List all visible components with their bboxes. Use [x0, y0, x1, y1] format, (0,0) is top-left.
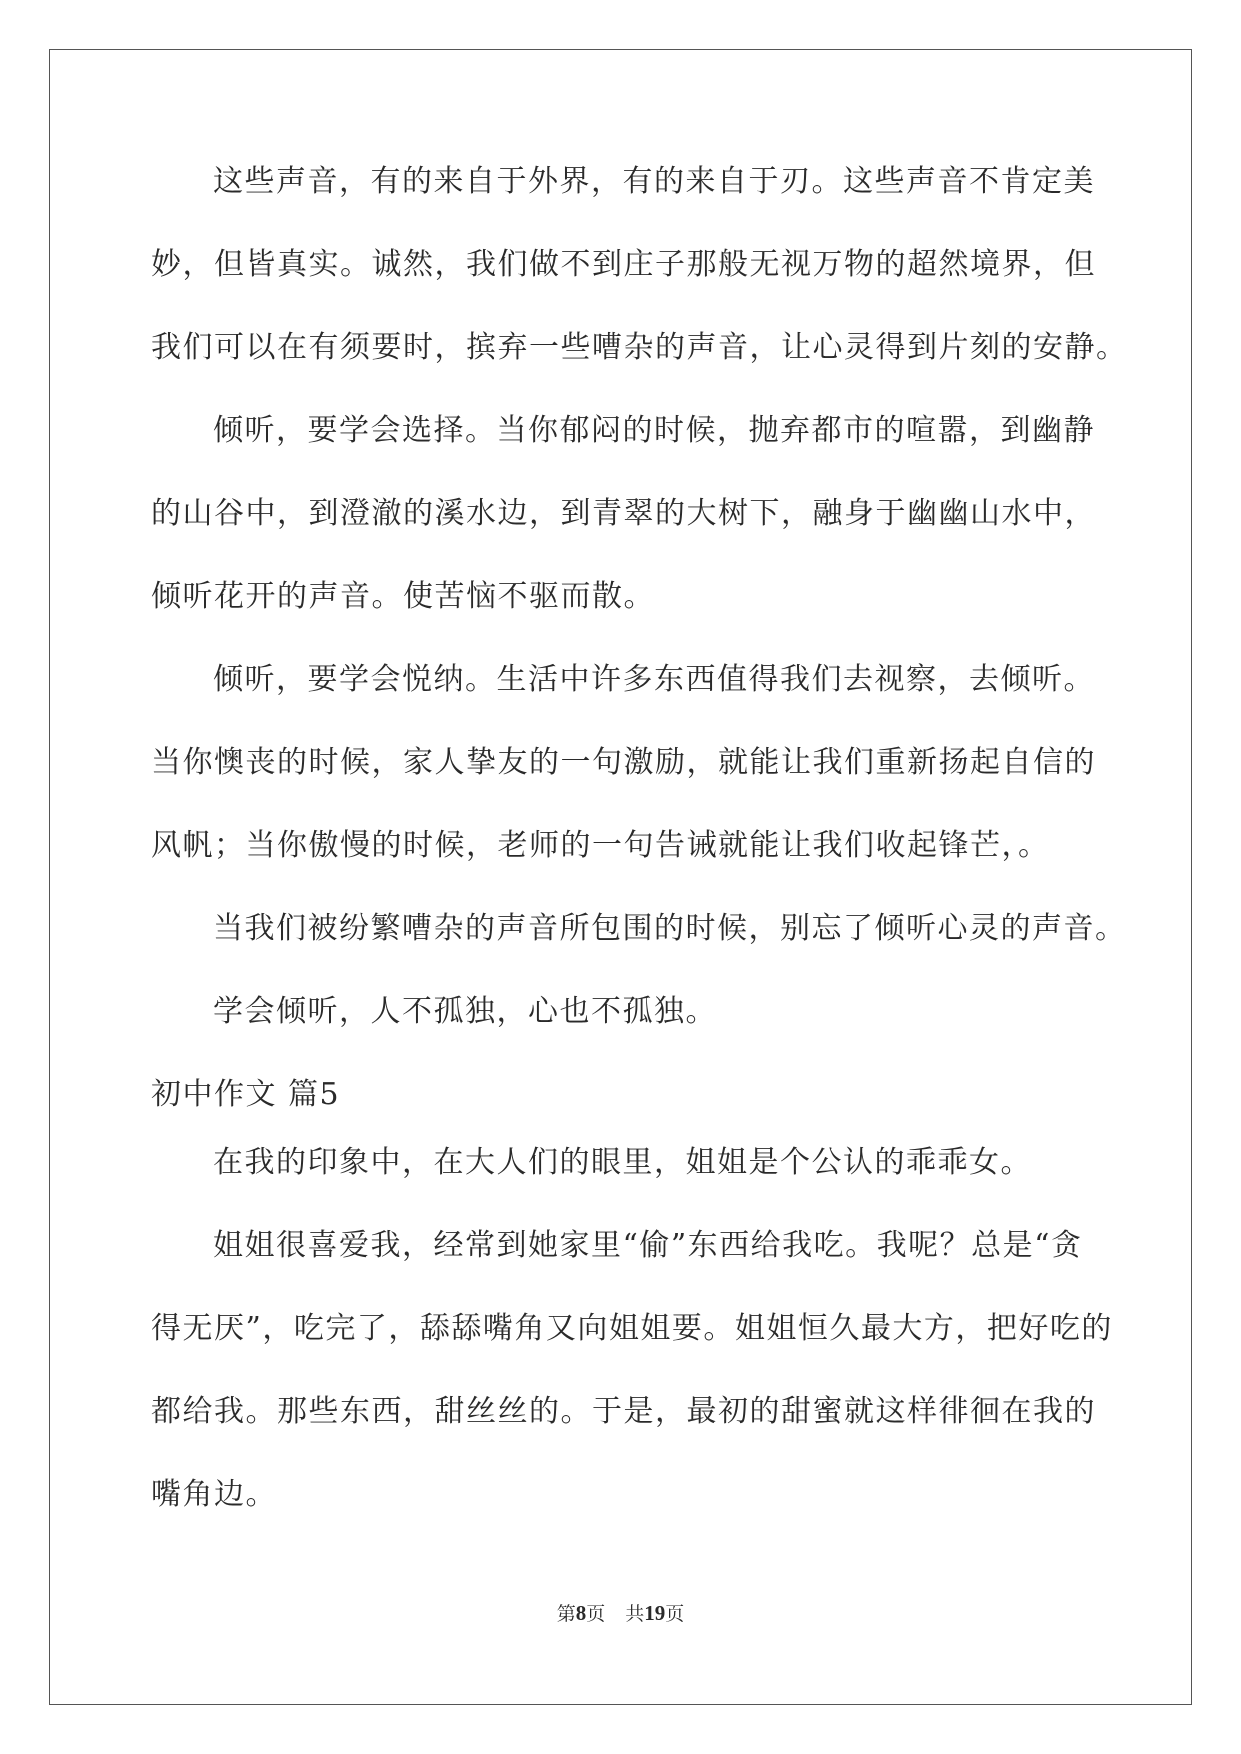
paragraph-line: 当你懊丧的时候，家人挚友的一句激励，就能让我们重新扬起自信的: [151, 745, 1096, 780]
paragraph-line: 得无厌”，吃完了，舔舔嘴角又向姐姐要。姐姐恒久最大方，把好吃的: [151, 1311, 1113, 1346]
paragraph-line: 倾听，要学会选择。当你郁闷的时候，抛弃都市的喧嚣，到幽静: [213, 413, 1095, 448]
paragraph-line: 妙，但皆真实。诚然，我们做不到庄子那般无视万物的超然境界，但: [151, 247, 1096, 282]
paragraph-line: 我们可以在有须要时，摈弃一些嘈杂的声音，让心灵得到片刻的安静。: [151, 330, 1128, 365]
total-pages: 19: [644, 1601, 666, 1625]
page-prefix: 第: [556, 1603, 576, 1625]
total-suffix: 页: [665, 1603, 685, 1625]
page-suffix: 页: [586, 1603, 606, 1625]
page-number: 8: [575, 1601, 587, 1625]
paragraph-line: 倾听，要学会悦纳。生活中许多东西值得我们去视察，去倾听。: [213, 662, 1095, 697]
paragraph-line: 嘴角边。: [151, 1477, 277, 1512]
paragraph-line: 当我们被纷繁嘈杂的声音所包围的时候，别忘了倾听心灵的声音。: [213, 911, 1127, 946]
paragraph-line: 风帆；当你傲慢的时候，老师的一句告诫就能让我们收起锋芒，。: [151, 828, 1050, 863]
paragraph-line: 学会倾听，人不孤独，心也不孤独。: [213, 994, 717, 1029]
section-heading: 初中作文 篇5: [151, 1077, 341, 1112]
total-prefix: 共: [625, 1603, 645, 1625]
paragraph-line: 的山谷中，到澄澈的溪水边，到青翠的大树下，融身于幽幽山水中，: [151, 496, 1096, 531]
paragraph-line: 这些声音，有的来自于外界，有的来自于刃。这些声音不肯定美: [213, 164, 1095, 199]
paragraph-line: 都给我。那些东西，甜丝丝的。于是，最初的甜蜜就这样徘徊在我的: [151, 1394, 1096, 1429]
paragraph-line: 在我的印象中，在大人们的眼里，姐姐是个公认的乖乖女。: [213, 1145, 1032, 1180]
page-footer: [0, 1601, 1241, 1626]
document-body: [151, 152, 1128, 1548]
paragraph-line: 倾听花开的声音。使苦恼不驱而散。: [151, 579, 655, 614]
paragraph-line: 姐姐很喜爱我，经常到她家里“偷”东西给我吃。我呢？总是“贪: [213, 1228, 1083, 1263]
